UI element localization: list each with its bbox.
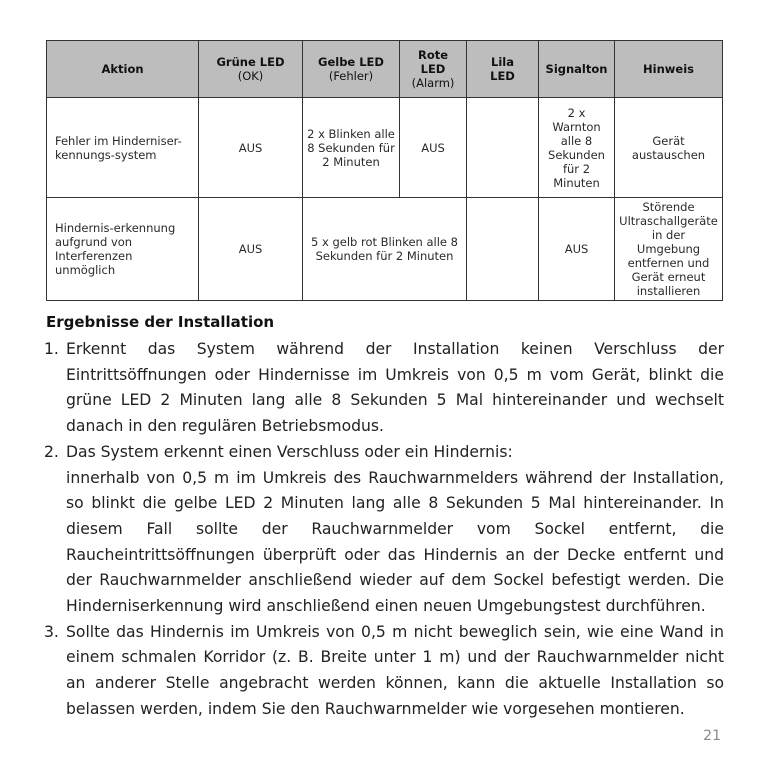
header-lila-led: Lila LED [467, 41, 539, 98]
cell-signalton: AUS [539, 198, 615, 301]
results-list [44, 337, 724, 723]
table-row [47, 98, 723, 198]
led-status-table [46, 40, 723, 301]
table-header-row [47, 41, 723, 98]
header-aktion: Aktion [47, 41, 199, 98]
header-hinweis: Hinweis [615, 41, 723, 98]
page-number: 21 [703, 728, 721, 744]
cell-hinweis: Störende Ultraschallgeräte in der Umgebung entfernen und Gerät erneut installieren [615, 198, 723, 301]
item-number: 2. [44, 442, 59, 461]
header-rote-led: Rote LED (Alarm) [400, 41, 467, 98]
cell-lila-led [467, 98, 539, 198]
header-signalton: Signalton [539, 41, 615, 98]
item-text: Erkennt das System während der Installation keinen Verschluss der Eintrittsöffnungen oder Hindernisse im Umkreis von 0,5 m vom Gerät, blinkt die grüne LED 2 Minuten lang alle 8 Sekunden 5 Mal hintereinander und wechselt danach in den regulären Betriebsmodus. [66, 340, 724, 436]
item-number: 1. [44, 340, 59, 358]
cell-hinweis: Gerät austauschen [615, 98, 723, 198]
cell-gruene-led: AUS [199, 198, 303, 301]
list-item [44, 620, 724, 723]
cell-lila-led [467, 198, 539, 301]
item-text-intro: Das System erkennt einen Verschluss oder ein Hindernis: [66, 442, 513, 461]
cell-gelbe-rote-led: 5 x gelb rot Blinken alle 8 Sekunden für 2 Minuten [303, 198, 467, 301]
item-text: Sollte das Hindernis im Umkreis von 0,5 m nicht beweglich sein, wie eine Wand in einem schmalen Korridor (z. B. Breite unter 1 m) und der Rauchwarnmelder nicht an anderer Stelle angebracht werden können, kann die aktuelle Installation so belassen werden, indem Sie den Rauchwarnmelder wie vorgesehen montieren. [66, 622, 724, 718]
cell-gruene-led: AUS [199, 98, 303, 198]
table-row [47, 198, 723, 301]
cell-rote-led: AUS [400, 98, 467, 198]
item-text: innerhalb von 0,5 m im Umkreis des Rauchwarnmelders während der Installation, so blinkt die gelbe LED 2 Minuten lang alle 8 Sekunden 5 Mal hintereinander. In diesem Fall sollte der Rauchwarnmelder vom Sockel entfernt, die Raucheintrittsöffnungen überprüft oder das Hindernis an der Decke entfernt und der Rauchwarnmelder anschließend wieder auf dem Sockel befestigt werden. Die Hinderniserkennung wird anschließend einen neuen Umgebungstest durchführen. [66, 468, 724, 616]
list-item [44, 337, 724, 440]
cell-signalton: 2 x Warnton alle 8 Sekunden für 2 Minuten [539, 98, 615, 198]
section-heading: Ergebnisse der Installation [46, 313, 275, 331]
cell-aktion: Fehler im Hinderniser-kennungs-system [47, 98, 199, 198]
cell-aktion: Hindernis-erkennung aufgrund von Interferenzen unmöglich [47, 198, 199, 301]
header-gelbe-led: Gelbe LED (Fehler) [303, 41, 400, 98]
item-number: 3. [44, 622, 59, 641]
cell-gelbe-led: 2 x Blinken alle 8 Sekunden für 2 Minuten [303, 98, 400, 198]
header-gruene-led: Grüne LED (OK) [199, 41, 303, 98]
list-item [44, 440, 724, 620]
